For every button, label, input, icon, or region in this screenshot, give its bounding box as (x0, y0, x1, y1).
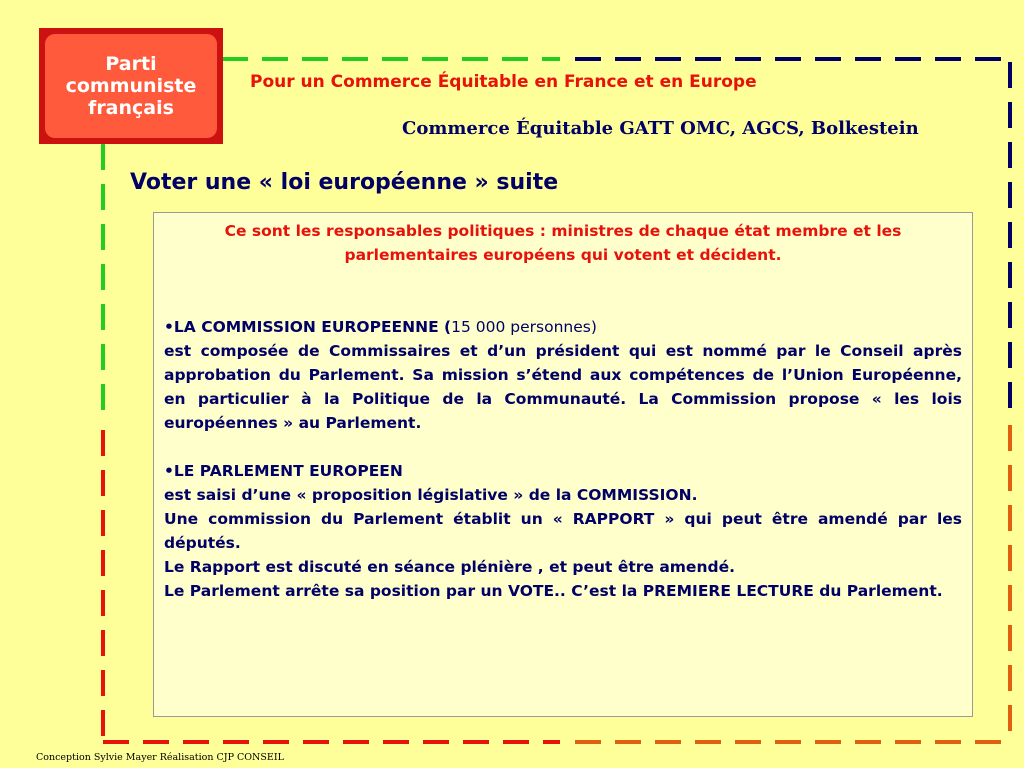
commission-title-line (164, 315, 962, 339)
content-box (153, 212, 973, 717)
intro-paragraph: Ce sont les responsables politiques : ministres de chaque état membre et les parlementaires européens qui votent et décident. (224, 222, 902, 264)
parliament-title-line (164, 459, 962, 483)
party-logo (39, 28, 223, 144)
bullet-icon: • (164, 318, 174, 336)
bullet-icon: • (164, 462, 174, 480)
parliament-line-2: Une commission du Parlement établit un « RAPPORT » qui peut être amendé par les députés. (164, 510, 962, 552)
parliament-section (164, 459, 962, 603)
commission-title: LA COMMISSION EUROPEENNE ( (173, 318, 452, 336)
parliament-line-3: Le Rapport est discuté en séance plénière , et peut être amendé. (164, 558, 735, 576)
party-logo-text: Parti communiste français (65, 53, 197, 119)
slide-title: Pour un Commerce Équitable en France et en Europe (250, 72, 757, 92)
slide-subtitle: Commerce Équitable GATT OMC, AGCS, Bolkestein (402, 118, 919, 139)
commission-staff-note: 15 000 personnes) (451, 318, 597, 336)
parliament-line-4: Le Parlement arrête sa position par un VOTE.. C’est la PREMIERE LECTURE du Parlement. (164, 582, 943, 600)
party-logo-badge (45, 34, 217, 138)
commission-body: est composée de Commissaires et d’un président qui est nommé par le Conseil après approbation du Parlement. Sa mission s’étend aux compétences de l’Union Européenne, en particulier à la Politique de la Communauté. La Commission propose « les lois européennes » au Parlement. (164, 342, 962, 432)
parliament-line-1: est saisi d’une « proposition législative » de la COMMISSION. (164, 486, 698, 504)
parliament-title: LE PARLEMENT EUROPEEN (173, 462, 403, 480)
section-heading: Voter une « loi européenne » suite (130, 170, 559, 195)
footer-credit: Conception Sylvie Mayer Réalisation CJP CONSEIL (36, 752, 284, 763)
commission-section (164, 315, 962, 435)
